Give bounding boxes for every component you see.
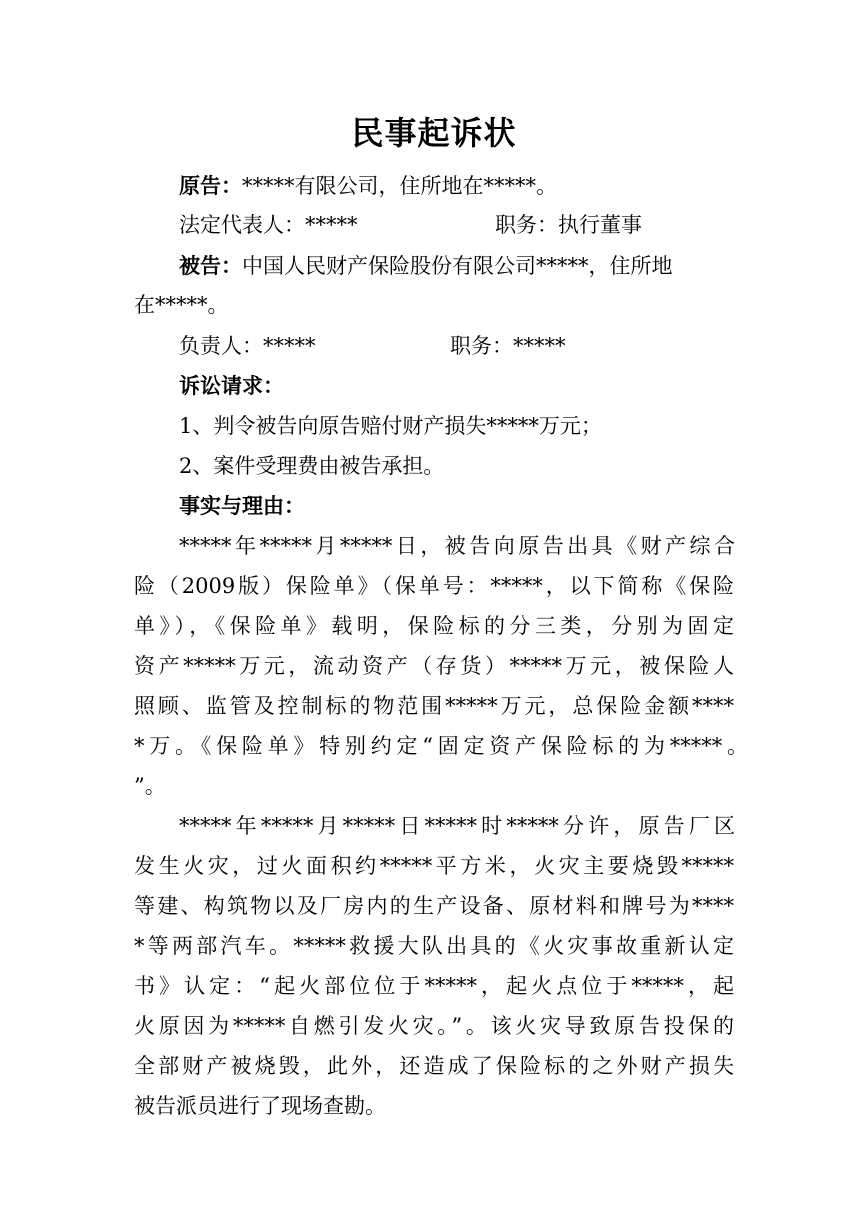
legal-rep-position: 职务：执行董事 — [495, 213, 642, 237]
defendant-text-2: 在*****。 — [134, 293, 229, 317]
plaintiff-label: 原告： — [179, 174, 242, 198]
facts-para2-line: 书》认定：“起火部位位于*****，起火点位于*****，起 — [134, 974, 734, 998]
facts-para2-line: 发生火灾，过火面积约*****平方米，火灾主要烧毁***** — [134, 854, 734, 878]
plaintiff-text: *****有限公司，住所地在*****。 — [242, 174, 557, 198]
facts-para1-line: 单》），《保险单》载明，保险标的分三类，分别为固定 — [134, 614, 734, 638]
legal-rep-text: 法定代表人：***** — [179, 213, 358, 237]
facts-para2-line: *等两部汽车。*****救援大队出具的《火灾事故重新认定 — [134, 934, 734, 958]
person-in-charge-text: 负责人：***** — [179, 334, 316, 358]
facts-para2-line: 全部财产被烧毁，此外，还造成了保险标的之外财产损失 — [134, 1054, 734, 1078]
facts-para2-line: 被告派员进行了现场查勘。 — [134, 1094, 386, 1118]
person-in-charge-position: 职务：***** — [450, 334, 566, 358]
facts-para1-line: *****年*****月*****日，被告向原告出具《财产综合 — [179, 534, 735, 558]
facts-para2-line: 等建、构筑物以及厂房内的生产设备、原材料和牌号为**** — [134, 894, 734, 918]
defendant-line — [179, 251, 739, 281]
defendant-text-1: 中国人民财产保险股份有限公司*****，住所地 — [242, 254, 673, 278]
claims-heading: 诉讼请求： — [179, 374, 284, 398]
defendant-label: 被告： — [179, 254, 242, 278]
facts-para1-line: 照顾、监管及控制标的物范围*****万元，总保险金额**** — [134, 694, 734, 718]
facts-para1-line: 险（2009版）保险单》（保单号：*****，以下简称《保险 — [134, 574, 734, 598]
page-title: 民事起诉状 — [351, 114, 517, 152]
facts-heading: 事实与理由： — [179, 494, 305, 518]
facts-para1-line: ”。 — [134, 774, 166, 798]
facts-para2-line: *****年*****月*****日*****时*****分许，原告厂区 — [179, 814, 735, 838]
facts-para1-line: *万。《保险单》特别约定“固定资产保险标的为*****。 — [134, 734, 748, 758]
plaintiff-line — [179, 171, 739, 201]
legal-rep-line — [179, 210, 739, 240]
claim-item: 2、案件受理费由被告承担。 — [179, 454, 445, 478]
claim-item: 1、判令被告向原告赔付财产损失*****万元； — [179, 414, 602, 438]
facts-para1-line: 资产*****万元，流动资产（存货）*****万元，被保险人 — [134, 654, 734, 678]
facts-para2-line: 火原因为*****自燃引发火灾。”。该火灾导致原告投保的 — [134, 1014, 734, 1038]
